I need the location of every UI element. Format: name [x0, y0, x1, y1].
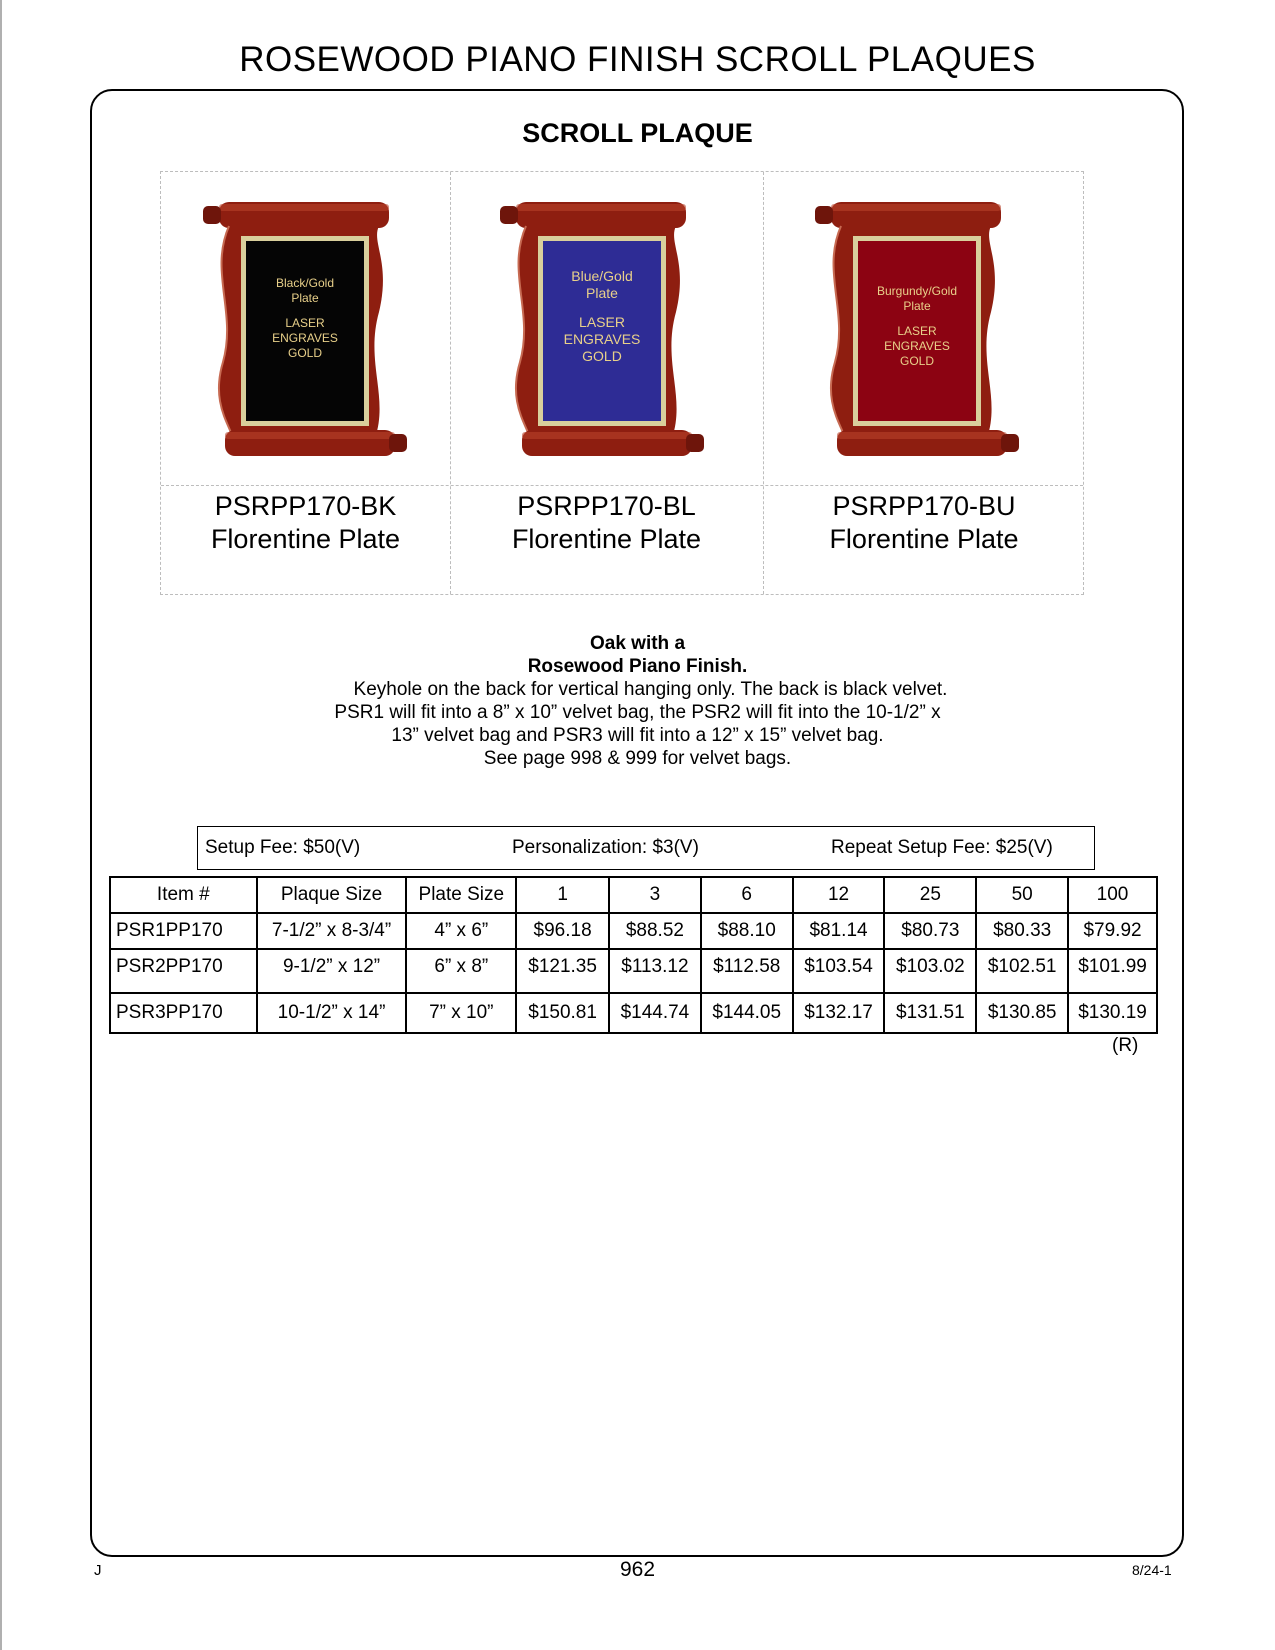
- column-header: 100: [1068, 877, 1157, 913]
- column-header: 12: [793, 877, 885, 913]
- plate-size: 7” x 10”: [406, 993, 516, 1033]
- scroll-plaque-image: [801, 192, 1031, 462]
- price-cell: $96.18: [516, 913, 609, 949]
- description-line: Keyhole on the back for vertical hanging only. The back is black velvet.: [353, 679, 948, 700]
- fees-box: [197, 826, 1095, 870]
- footer-revision: 8/24-1: [1132, 1562, 1172, 1578]
- description-line: PSR1 will fit into a 8” x 10” velvet bag, the PSR2 will fit into the 10-1/2” x: [334, 702, 941, 723]
- price-cell: $112.58: [701, 949, 793, 993]
- price-cell: $131.51: [884, 993, 976, 1033]
- table-row: [110, 913, 1157, 949]
- price-cell: $102.51: [976, 949, 1068, 993]
- description-line: See page 998 & 999 for velvet bags.: [483, 748, 792, 769]
- product-sku: PSRPP170-BL: [517, 491, 696, 521]
- product-card-bk: [161, 172, 450, 554]
- product-plate-name: Florentine Plate: [829, 524, 1019, 554]
- repeat-setup-fee: Repeat Setup Fee: $25(V): [831, 837, 1053, 858]
- product-caption: [161, 490, 450, 556]
- product-plate-name: Florentine Plate: [511, 524, 702, 554]
- product-card-bl: [450, 172, 763, 554]
- price-cell: $130.19: [1068, 993, 1157, 1033]
- description-line: 13” velvet bag and PSR3 will fit into a 12” x 15” velvet bag.: [391, 725, 884, 746]
- column-header: 25: [884, 877, 976, 913]
- price-cell: $132.17: [793, 993, 885, 1033]
- price-cell: $130.85: [976, 993, 1068, 1033]
- price-cell: $150.81: [516, 993, 609, 1033]
- table-header-row: [110, 877, 1157, 913]
- item-number: PSR3PP170: [110, 993, 257, 1033]
- page-title: ROSEWOOD PIANO FINISH SCROLL PLAQUES: [239, 40, 1036, 79]
- price-cell: $80.33: [976, 913, 1068, 949]
- plate-size: 6” x 8”: [406, 949, 516, 993]
- product-card-bu: [763, 172, 1085, 554]
- page-number: 962: [619, 1558, 656, 1581]
- item-number: PSR2PP170: [110, 949, 257, 993]
- plate-label: Black/Gold Plate LASER ENGRAVES GOLD: [272, 276, 338, 360]
- price-cell: $103.02: [884, 949, 976, 993]
- column-header: 3: [609, 877, 701, 913]
- product-description: [0, 632, 1275, 770]
- price-cell: $144.74: [609, 993, 701, 1033]
- registered-note: (R): [1112, 1035, 1139, 1056]
- price-cell: $80.73: [884, 913, 976, 949]
- plate-label: Burgundy/Gold Plate LASER ENGRAVES GOLD: [876, 284, 958, 368]
- column-header: Plate Size: [406, 877, 516, 913]
- table-row: [110, 949, 1157, 993]
- plate-label: Blue/Gold Plate LASER ENGRAVES GOLD: [563, 268, 641, 364]
- price-cell: $103.54: [793, 949, 885, 993]
- section-title: SCROLL PLAQUE: [522, 118, 753, 148]
- product-caption: [450, 490, 763, 556]
- price-cell: $88.52: [609, 913, 701, 949]
- description-heading-2: Rosewood Piano Finish.: [527, 656, 748, 677]
- price-table: [109, 876, 1158, 1034]
- page-edge: [0, 0, 2, 1650]
- footer-left-code: J: [94, 1562, 102, 1579]
- column-header: Plaque Size: [257, 877, 407, 913]
- setup-fee: Setup Fee: $50(V): [205, 837, 361, 858]
- plaque-size: 7-1/2” x 8-3/4”: [257, 913, 407, 949]
- column-header: 1: [516, 877, 609, 913]
- column-header: Item #: [110, 877, 257, 913]
- product-plate-name: Florentine Plate: [210, 524, 401, 554]
- item-number: PSR1PP170: [110, 913, 257, 949]
- table-row: [110, 993, 1157, 1033]
- scroll-plaque-image: [189, 192, 419, 462]
- plate-size: 4” x 6”: [406, 913, 516, 949]
- product-sku: PSRPP170-BK: [214, 491, 397, 521]
- column-header: 6: [701, 877, 793, 913]
- plaque-size: 10-1/2” x 14”: [257, 993, 407, 1033]
- grid-divider: [161, 485, 1083, 486]
- scroll-plaque-image: [486, 192, 716, 462]
- price-cell: $81.14: [793, 913, 885, 949]
- price-cell: $79.92: [1068, 913, 1157, 949]
- plaque-size: 9-1/2” x 12”: [257, 949, 407, 993]
- product-caption: [763, 490, 1085, 556]
- price-cell: $144.05: [701, 993, 793, 1033]
- description-heading-1: Oak with a: [589, 633, 686, 654]
- price-cell: $101.99: [1068, 949, 1157, 993]
- column-header: 50: [976, 877, 1068, 913]
- product-sku: PSRPP170-BU: [832, 491, 1016, 521]
- personalization-fee: Personalization: $3(V): [512, 837, 699, 858]
- product-grid: [160, 171, 1084, 595]
- price-cell: $113.12: [609, 949, 701, 993]
- price-cell: $121.35: [516, 949, 609, 993]
- price-cell: $88.10: [701, 913, 793, 949]
